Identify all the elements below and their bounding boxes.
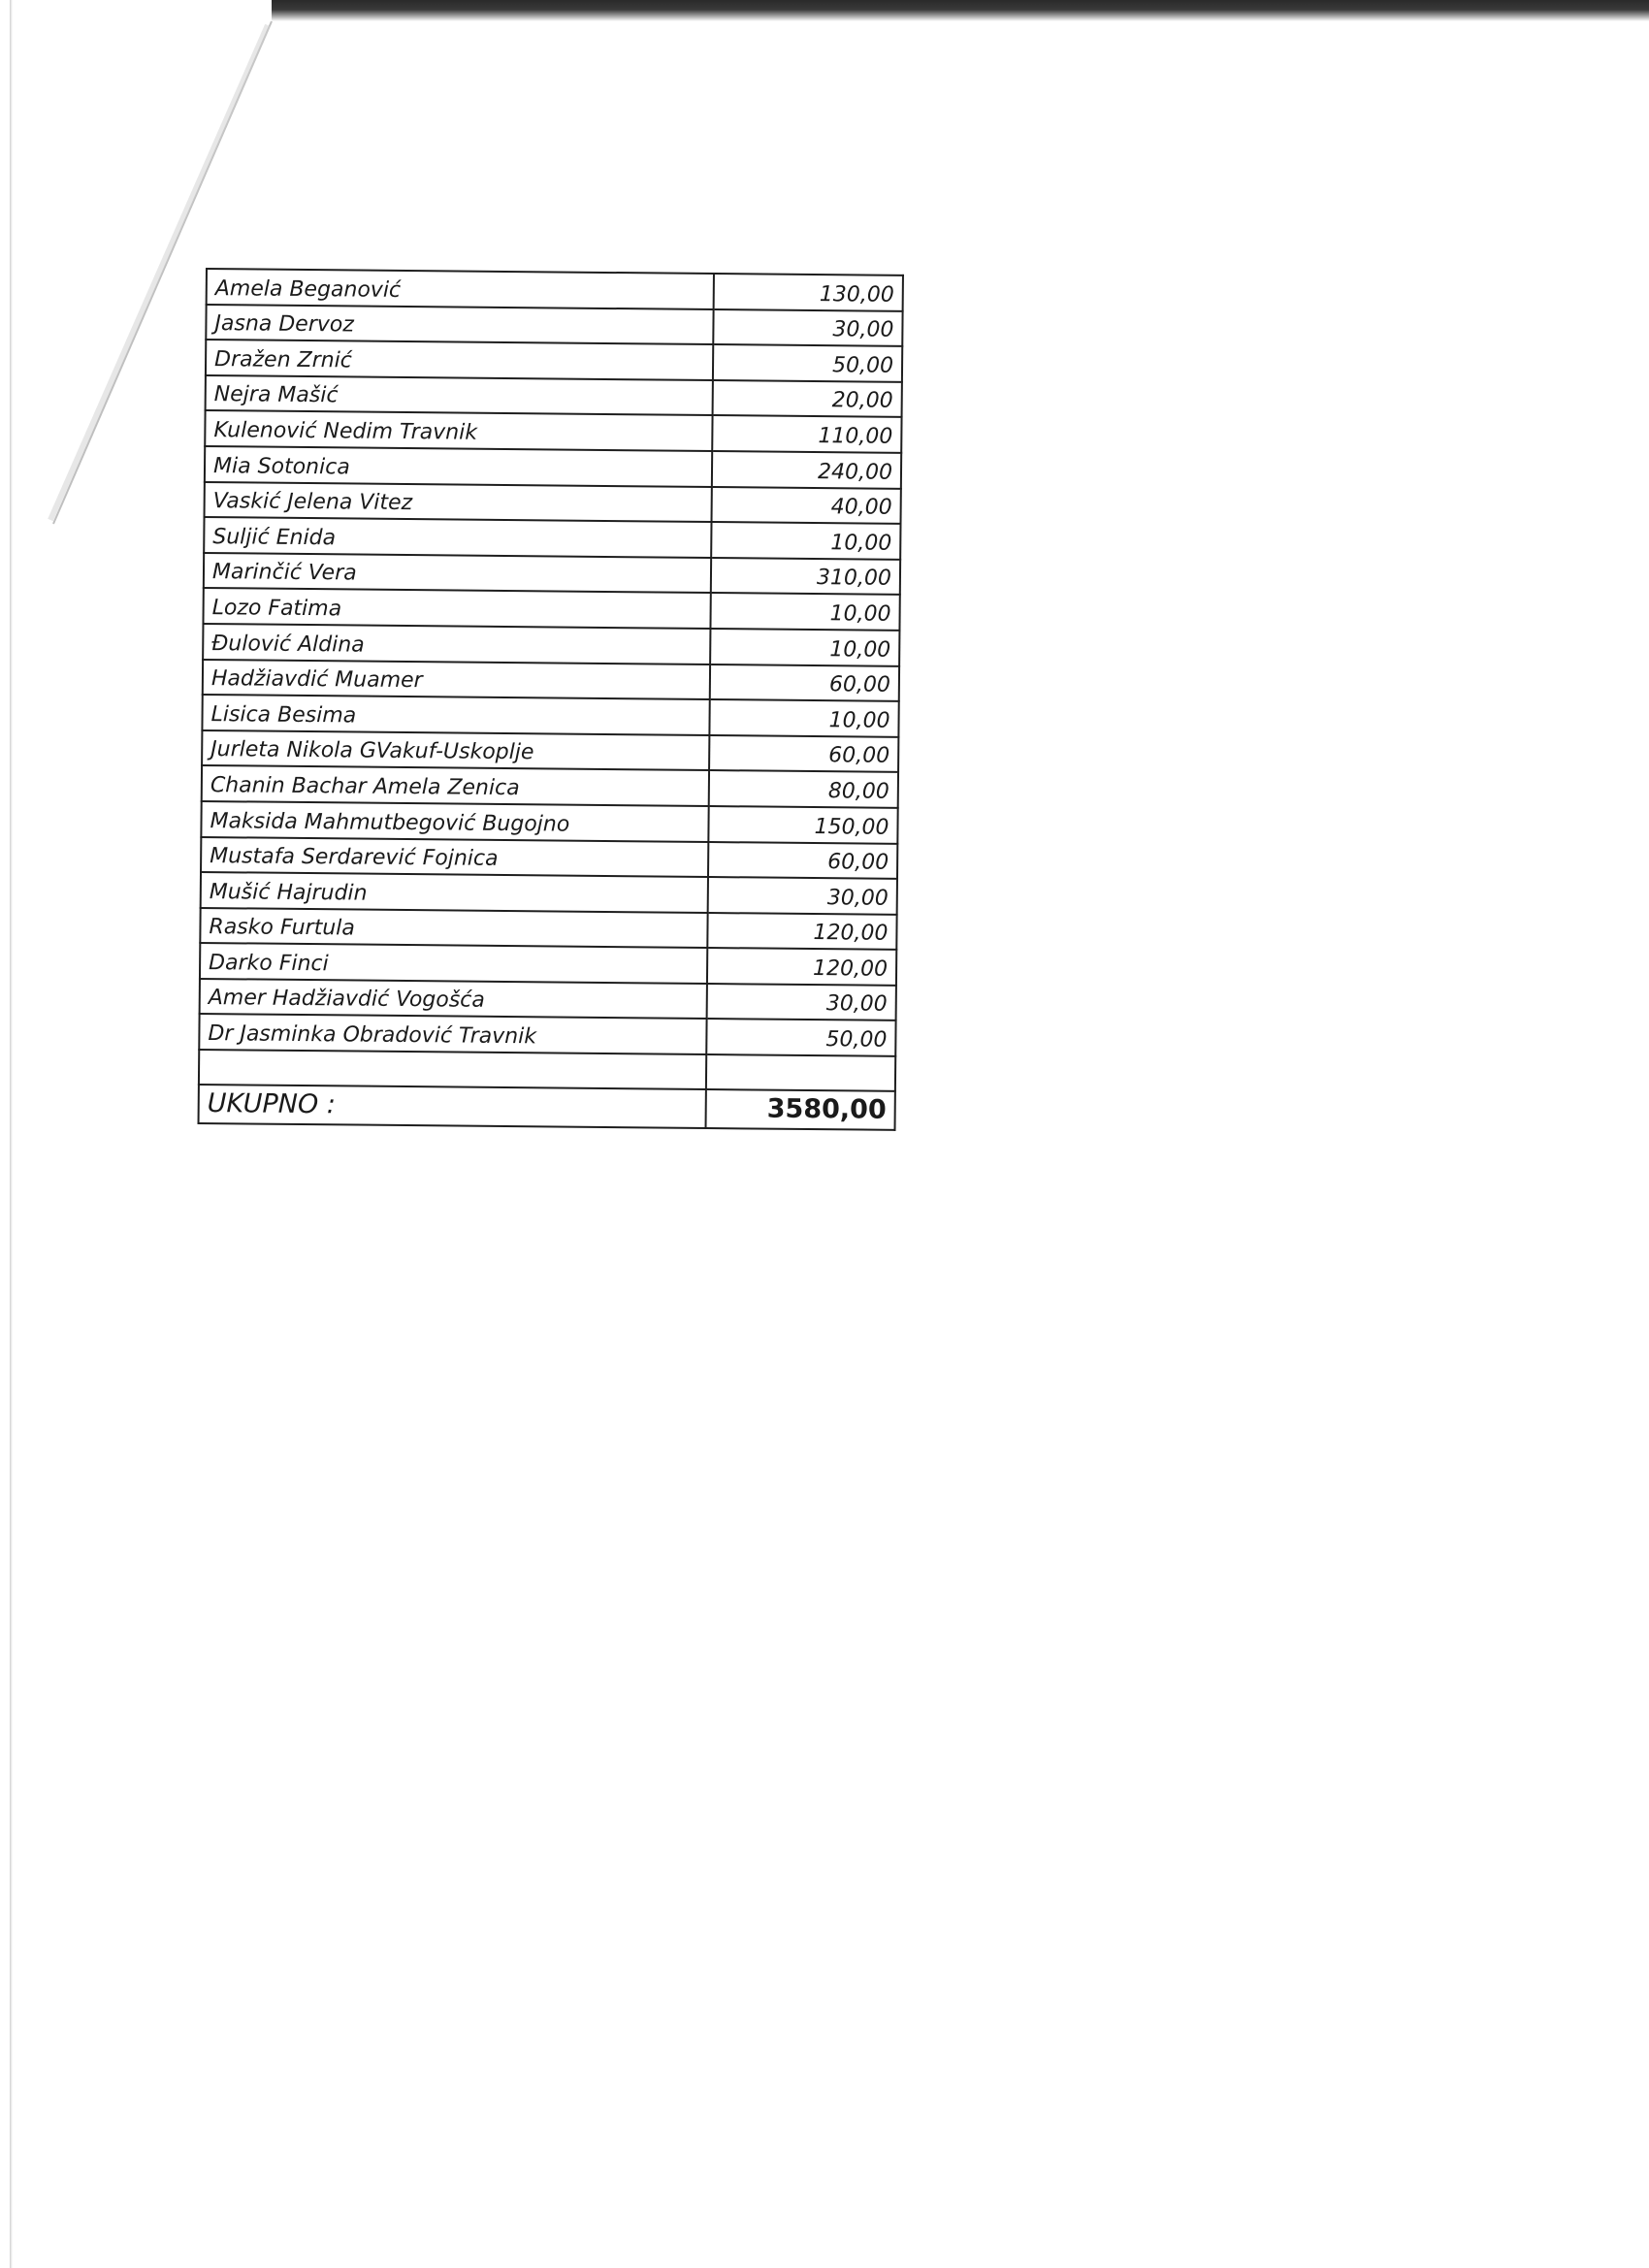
blank-amount-cell: [706, 1054, 895, 1091]
scan-top-edge: [272, 0, 1649, 21]
name-cell: Amer Hadžiavdić Vogošća: [200, 979, 708, 1020]
amount-cell: 110,00: [713, 415, 902, 452]
amount-cell: 20,00: [713, 380, 902, 417]
name-cell: Chanin Bachar Amela Zenica: [202, 765, 710, 806]
amount-cell: 150,00: [709, 806, 898, 843]
name-cell: Lisica Besima: [202, 695, 710, 735]
name-cell: Lozo Fatima: [203, 588, 711, 629]
donation-ledger: [198, 268, 904, 1131]
amount-cell: 60,00: [708, 842, 897, 879]
amount-cell: 30,00: [707, 984, 896, 1021]
name-cell: Suljić Enida: [204, 517, 712, 558]
amount-cell: 130,00: [714, 274, 903, 310]
name-cell: Vaskić Jelena Vitez: [205, 482, 713, 523]
name-cell: Đulović Aldina: [203, 624, 711, 664]
name-cell: Dr Jasminka Obradović Travnik: [199, 1014, 707, 1054]
amount-cell: 50,00: [713, 344, 902, 381]
amount-cell: 120,00: [707, 948, 896, 985]
name-cell: Dražen Zrnić: [206, 340, 714, 380]
ledger-body: [199, 269, 903, 1130]
name-cell: Maksida Mahmutbegović Bugojno: [201, 801, 709, 842]
amount-cell: 120,00: [708, 913, 897, 950]
blank-name-cell: [199, 1050, 707, 1089]
amount-cell: 60,00: [710, 664, 899, 701]
amount-cell: 30,00: [714, 309, 903, 346]
name-cell: Darko Finci: [200, 943, 708, 984]
amount-cell: 30,00: [708, 877, 897, 914]
name-cell: Hadžiavdić Muamer: [203, 660, 711, 700]
name-cell: Amela Beganović: [207, 269, 715, 309]
amount-cell: 10,00: [711, 629, 900, 665]
name-cell: Marinčić Vera: [204, 553, 712, 594]
name-cell: Mušić Hajrudin: [201, 872, 709, 913]
amount-cell: 80,00: [709, 770, 898, 807]
amount-cell: 10,00: [711, 593, 900, 630]
amount-cell: 50,00: [707, 1019, 896, 1055]
total-label: UKUPNO :: [199, 1085, 707, 1128]
name-cell: Nejra Mašić: [206, 375, 714, 416]
name-cell: Jurleta Nikola GVakuf-Uskoplje: [202, 730, 710, 771]
amount-cell: 240,00: [712, 451, 901, 488]
name-cell: Rasko Furtula: [200, 908, 708, 949]
name-cell: Mustafa Serdarević Fojnica: [201, 836, 709, 877]
name-cell: Kulenović Nedim Travnik: [205, 410, 713, 451]
amount-cell: 10,00: [712, 522, 901, 559]
name-cell: Mia Sotonica: [205, 446, 713, 487]
amount-cell: 310,00: [711, 558, 900, 595]
ledger-table: [198, 268, 904, 1131]
amount-cell: 60,00: [710, 735, 899, 772]
total-amount: 3580,00: [706, 1089, 895, 1130]
total-row: [199, 1085, 895, 1130]
amount-cell: 40,00: [712, 487, 901, 524]
amount-cell: 10,00: [710, 699, 899, 736]
name-cell: Jasna Dervoz: [206, 305, 714, 345]
